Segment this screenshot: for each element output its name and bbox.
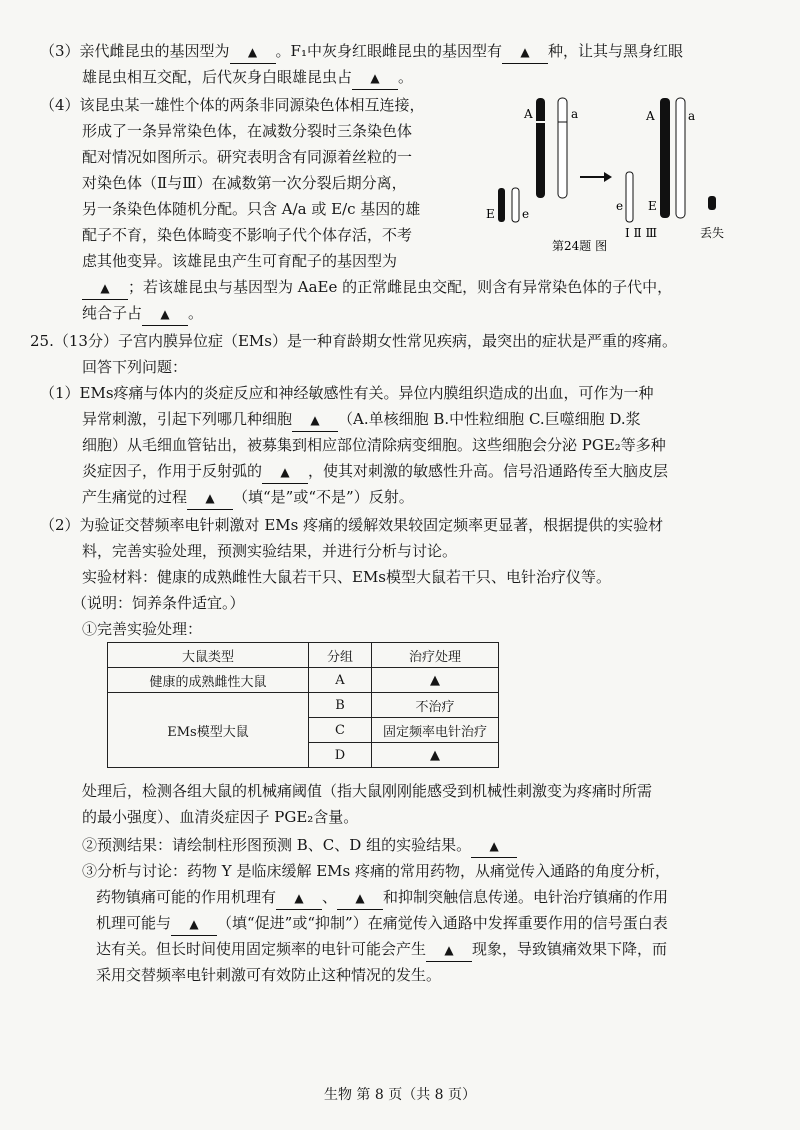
q4-line2: 形成了一条异常染色体，在减数分裂时三条染色体 [82,122,413,140]
q25-intro: 25.（13分）子宫内膜异位症（EMs）是一种育龄期女性常见疾病，最突出的症状是严重的疼痛。 [30,332,677,350]
label-a: a [688,109,696,123]
chromosome-figure [470,92,760,262]
cell-group-D: D [309,743,372,768]
analysis-l1: ③分析与讨论：药物 Y 是临床缓解 EMs 疼痛的常用药物，从痛觉传入通路的角度分析， [82,862,670,880]
cell-healthy: 健康的成熟雌性大鼠 [108,668,309,693]
q25-p2-l2: 料，完善实验处理，预测实验结果，并进行分析与讨论。 [82,542,458,560]
cell-group-C: C [309,718,372,743]
chromosome-E-small [498,188,505,222]
text: （A.单核细胞 B.中性粒细胞 C.巨噬细胞 D.浆 [338,410,641,428]
answer-blank[interactable]: ▲ [142,303,188,326]
q4-line1: （4）该昆虫某一雄性个体的两条非同源染色体相互连接， [40,96,425,114]
text: 药物镇痛可能的作用机理有 [96,888,277,906]
text: （3）亲代雌昆虫的基因型为 [40,42,230,60]
q3-line1 [40,40,683,64]
answer-blank[interactable]: ▲ [262,461,308,484]
q4-line8 [82,276,672,300]
text: （填“促进”或“抑制”）在痛觉传入通路中发挥重要作用的信号蛋白表 [217,914,668,932]
q25-p1-l3: 细胞）从毛细血管钻出，被募集到相应部位清除病变细胞。这些细胞会分泌 PGE₂等多种 [82,436,666,454]
answer-blank[interactable]: ▲ [187,487,233,510]
text: 、 [322,888,338,906]
answer-blank[interactable]: ▲ [292,409,338,432]
answer-blank[interactable]: ▲ [82,277,128,300]
chromosome-a-large [558,98,567,198]
prediction [82,834,517,858]
page-footer: 生物 第 8 页（共 8 页） [323,1087,477,1103]
text: 纯合子占 [82,304,143,322]
chromosome-II [660,98,670,218]
figure-caption: 第24题 图 [552,239,608,253]
text: 。 [188,304,204,322]
q4-line9 [82,302,203,326]
analysis-l2 [96,886,668,910]
chromosome-III [676,98,685,218]
analysis-l5: 采用交替频率电针刺激可有效防止这种情况的发生。 [96,966,442,984]
header-rat-type: 大鼠类型 [108,643,309,668]
header-treatment: 治疗处理 [372,643,499,668]
q25-intro2: 回答下列问题： [82,358,188,376]
answer-blank[interactable]: ▲ [337,887,383,910]
text: 机理可能与 [96,914,172,932]
answer-blank[interactable]: ▲ [426,939,472,962]
text: 现象，导致镇痛效果下降，而 [472,940,668,958]
label-lost: 丢失 [700,226,725,240]
text: 达有关。但长时间使用固定频率的电针可能会产生 [96,940,427,958]
label-e: e [522,207,530,221]
chromosome-e-small [512,188,519,222]
text: ，使其对刺激的敏感性升高。信号沿通路传至大脑皮层 [308,462,669,480]
label-E: E [648,199,657,213]
text: 种，让其与黑身红眼 [547,42,683,60]
q25-p2-l3: 实验材料：健康的成熟雌性大鼠若干只、EMs模型大鼠若干只、电针治疗仪等。 [82,568,612,586]
after-l1: 处理后，检测各组大鼠的机械痛阈值（指大鼠刚刚能感受到机械性刺激变为疼痛时所需 [82,782,653,800]
experiment-table [107,642,499,768]
q4-line6: 配子不育，染色体畸变不影响子代个体存活，不考 [82,226,413,244]
text: （填“是”或“不是”）反射。 [233,488,414,506]
label-E: E [486,207,495,221]
cell-treatment-D[interactable]: ▲ [372,743,499,768]
text: 和抑制突触信息传递。电针治疗镇痛的作用 [383,888,669,906]
label-A: A [524,107,533,121]
q25-p1-l4 [82,460,668,484]
answer-blank[interactable]: ▲ [352,67,398,90]
answer-blank[interactable]: ▲ [502,41,548,64]
text: 雄昆虫相互交配，后代灰身白眼雄昆虫占 [82,68,353,86]
chromosome-numerals: Ⅰ Ⅱ Ⅲ [625,226,658,240]
text: ；若该雄昆虫与基因型为 AaEe 的正常雌昆虫交配，则含有异常染色体的子代中， [128,278,673,296]
q4-line5: 另一条染色体随机分配。只含 A/a 或 E/c 基因的雄 [82,200,421,218]
q25-p2-l1: （2）为验证交替频率电针刺激对 EMs 疼痛的缓解效果较固定频率更显著，根据提供的实验材 [40,516,664,534]
q25-p1-l2 [82,408,641,432]
text: ②预测结果：请绘制柱形图预测 B、C、D 组的实验结果。 [82,836,472,854]
q3-line2 [82,66,413,90]
chromosome-A-large [536,98,545,198]
chromosome-I [626,172,633,222]
chromosome-lost [708,196,716,210]
q4-line4: 对染色体（Ⅱ与Ⅲ）在减数第一次分裂后期分离， [82,174,407,192]
text: 。 [398,68,414,86]
label-A: A [646,109,655,123]
answer-blank[interactable]: ▲ [171,913,217,936]
text: 异常刺激，引起下列哪几种细胞 [82,410,293,428]
cell-group-A: A [309,668,372,693]
q25-p1-l5 [82,486,414,510]
after-l2: 的最小强度）、血清炎症因子 PGE₂含量。 [82,808,359,826]
cell-group-B: B [309,693,372,718]
answer-blank[interactable]: ▲ [230,41,276,64]
q4-line3: 配对情况如图所示。研究表明含有同源着丝粒的一 [82,148,413,166]
answer-blank[interactable]: ▲ [276,887,322,910]
header-group: 分组 [309,643,372,668]
label-a: a [571,107,579,121]
answer-blank[interactable]: ▲ [471,835,517,858]
q4-line7: 虑其他变异。该雄昆虫产生可育配子的基因型为 [82,252,398,270]
cell-treatment-B: 不治疗 [372,693,499,718]
text: 产生痛觉的过程 [82,488,188,506]
analysis-l4 [96,938,667,962]
text: 。F₁中灰身红眼雌昆虫的基因型有 [275,42,502,60]
cell-treatment-C: 固定频率电针治疗 [372,718,499,743]
text: 炎症因子，作用于反射弧的 [82,462,263,480]
cell-ems: EMs模型大鼠 [108,693,309,768]
q25-p2-l5: ①完善实验处理： [82,620,203,638]
cell-treatment-A[interactable]: ▲ [372,668,499,693]
analysis-l3 [96,912,668,936]
q25-p2-l4: （说明：饲养条件适宜。） [72,594,245,612]
q25-p1-l1: （1）EMs疼痛与体内的炎症反应和神经敏感性有关。异位内膜组织造成的出血，可作为一种 [40,384,654,402]
label-e: e [616,199,624,213]
